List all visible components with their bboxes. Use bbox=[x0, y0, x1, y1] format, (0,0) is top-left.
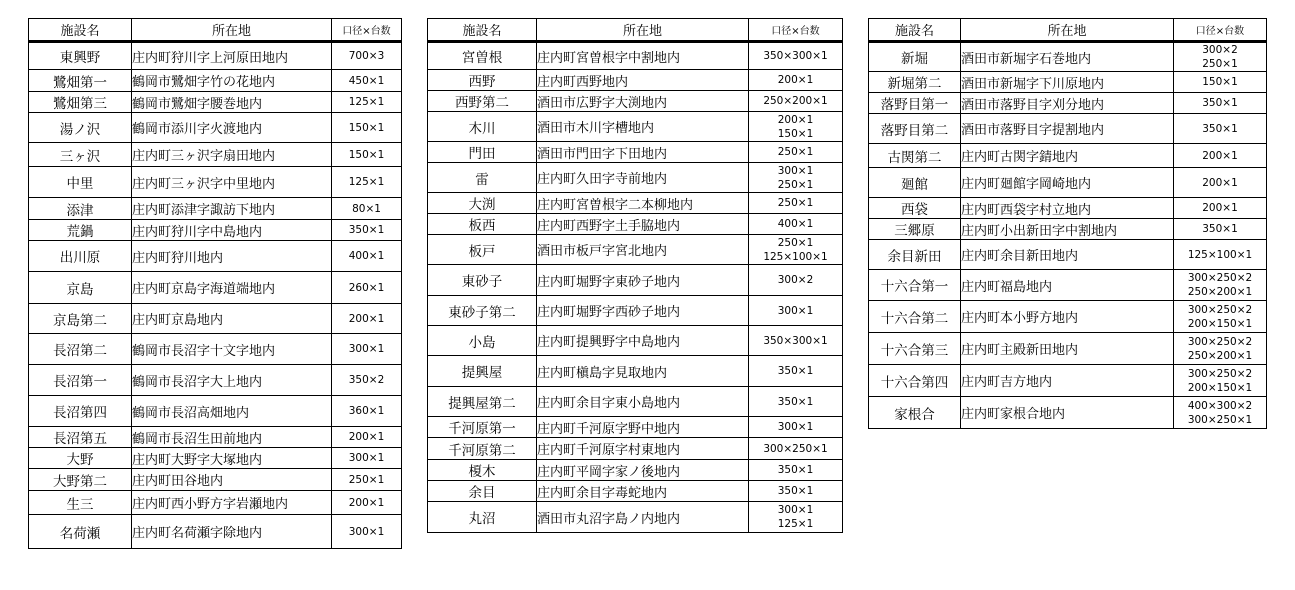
size-line: 300×2 bbox=[1202, 44, 1238, 56]
size-line: 250×1 bbox=[777, 146, 814, 158]
table-row bbox=[869, 168, 1267, 198]
size-line: 200×1 bbox=[777, 74, 814, 86]
facility-name-cell: 京島第二 bbox=[29, 304, 132, 334]
location-cell: 庄内町小出新田字中割地内 bbox=[961, 219, 1174, 240]
size-cell bbox=[1174, 42, 1267, 72]
location-cell: 鶴岡市長沼字十文字地内 bbox=[132, 334, 332, 365]
facility-name-cell: 十六合第三 bbox=[869, 333, 961, 365]
table-row bbox=[29, 272, 402, 304]
facility-name-cell: 京島 bbox=[29, 272, 132, 304]
size-cell bbox=[332, 448, 402, 469]
location-cell: 庄内町家根合地内 bbox=[961, 397, 1174, 429]
table-row bbox=[869, 42, 1267, 72]
size-cell bbox=[332, 396, 402, 427]
size-cell bbox=[332, 334, 402, 365]
size-line: 200×1 bbox=[1202, 176, 1238, 189]
location-cell: 庄内町西袋字村立地内 bbox=[961, 198, 1174, 219]
size-line: 250×1 bbox=[777, 197, 814, 209]
size-line: 300×250×2 bbox=[1187, 272, 1253, 284]
table-row bbox=[428, 214, 843, 235]
header-row bbox=[428, 19, 843, 42]
table-row bbox=[869, 72, 1267, 93]
size-cell bbox=[749, 417, 843, 438]
facility-name-cell: 名荷瀬 bbox=[29, 515, 132, 549]
location-cell: 庄内町添津字諏訪下地内 bbox=[132, 198, 332, 220]
table-row bbox=[428, 163, 843, 193]
size-line: 300×250×1 bbox=[1187, 413, 1253, 426]
table-row bbox=[29, 427, 402, 448]
location-cell: 庄内町宮曽根字中割地内 bbox=[537, 42, 749, 70]
table-row bbox=[29, 469, 402, 491]
location-cell: 庄内町古関字錆地内 bbox=[961, 144, 1174, 168]
size-cell bbox=[332, 143, 402, 167]
size-line: 450×1 bbox=[348, 74, 385, 87]
location-cell: 庄内町福島地内 bbox=[961, 270, 1174, 301]
facility-name-cell: 三ヶ沢 bbox=[29, 143, 132, 167]
size-line: 125×100×1 bbox=[763, 250, 828, 263]
table-row bbox=[869, 397, 1267, 429]
table-row bbox=[29, 515, 402, 549]
table-row bbox=[428, 42, 843, 70]
facility-table-1 bbox=[28, 18, 402, 549]
size-line: 400×1 bbox=[348, 250, 385, 262]
size-line: 350×1 bbox=[777, 464, 814, 476]
facility-name-cell: 荒鍋 bbox=[29, 220, 132, 241]
size-cell bbox=[749, 193, 843, 214]
location-cell: 庄内町余目字毒蛇地内 bbox=[537, 481, 749, 502]
size-line: 250×200×1 bbox=[1187, 349, 1253, 362]
table-row bbox=[29, 304, 402, 334]
facility-name-cell: 提興屋第二 bbox=[428, 387, 537, 417]
location-cell: 庄内町京島地内 bbox=[132, 304, 332, 334]
size-line: 300×1 bbox=[777, 504, 814, 516]
location-cell: 庄内町西野字土手脇地内 bbox=[537, 214, 749, 235]
size-line: 250×1 bbox=[1202, 58, 1238, 70]
table-row bbox=[29, 113, 402, 143]
size-line: 350×1 bbox=[777, 365, 814, 377]
facility-name-cell: 長沼第一 bbox=[29, 365, 132, 396]
table-row bbox=[29, 365, 402, 396]
facility-name-cell: 提興屋 bbox=[428, 356, 537, 387]
table-row bbox=[869, 198, 1267, 219]
size-line: 300×1 bbox=[348, 452, 385, 464]
size-cell bbox=[332, 220, 402, 241]
size-cell bbox=[332, 113, 402, 143]
header-location: 所在地 bbox=[132, 19, 332, 42]
facility-name-cell: 中里 bbox=[29, 167, 132, 198]
size-line: 300×1 bbox=[348, 525, 385, 538]
size-line: 300×1 bbox=[777, 304, 814, 317]
facility-name-cell: 落野目第二 bbox=[869, 114, 961, 144]
size-cell bbox=[1174, 114, 1267, 144]
size-line: 300×250×1 bbox=[763, 442, 828, 455]
location-cell: 酒田市新堀字石巻地内 bbox=[961, 42, 1174, 72]
table-row bbox=[428, 70, 843, 91]
facility-name-cell: 十六合第二 bbox=[869, 301, 961, 333]
location-cell: 庄内町廻館字岡崎地内 bbox=[961, 168, 1174, 198]
table-row bbox=[428, 142, 843, 163]
table-row bbox=[428, 417, 843, 438]
facility-name-cell: 余目 bbox=[428, 481, 537, 502]
facility-table-3 bbox=[868, 18, 1267, 429]
facility-name-cell: 西野 bbox=[428, 70, 537, 91]
size-cell bbox=[749, 142, 843, 163]
size-line: 200×1 bbox=[777, 113, 814, 126]
table-row bbox=[428, 387, 843, 417]
size-cell bbox=[332, 304, 402, 334]
size-cell bbox=[749, 296, 843, 326]
facility-name-cell: 家根合 bbox=[869, 397, 961, 429]
size-cell bbox=[749, 112, 843, 142]
location-cell: 庄内町狩川字中島地内 bbox=[132, 220, 332, 241]
size-cell bbox=[332, 198, 402, 220]
location-cell: 酒田市板戸字宮北地内 bbox=[537, 235, 749, 265]
size-line: 125×1 bbox=[348, 176, 385, 188]
size-cell bbox=[1174, 240, 1267, 270]
location-cell: 庄内町千河原字村東地内 bbox=[537, 438, 749, 460]
size-cell bbox=[749, 438, 843, 460]
facility-name-cell: 古関第二 bbox=[869, 144, 961, 168]
table-row bbox=[29, 241, 402, 272]
location-cell: 庄内町槇島字見取地内 bbox=[537, 356, 749, 387]
table-row bbox=[428, 296, 843, 326]
size-line: 260×1 bbox=[348, 281, 385, 294]
location-cell: 酒田市広野字大渕地内 bbox=[537, 91, 749, 112]
header-location: 所在地 bbox=[537, 19, 749, 42]
facility-name-cell: 門田 bbox=[428, 142, 537, 163]
table-row bbox=[29, 92, 402, 113]
table-row bbox=[29, 334, 402, 365]
size-cell bbox=[332, 167, 402, 198]
location-cell: 酒田市落野目字刈分地内 bbox=[961, 93, 1174, 114]
table-row bbox=[869, 219, 1267, 240]
size-cell bbox=[749, 460, 843, 481]
table-row bbox=[869, 93, 1267, 114]
size-line: 350×300×1 bbox=[763, 50, 828, 62]
size-line: 200×1 bbox=[1202, 149, 1238, 162]
facility-name-cell: 西袋 bbox=[869, 198, 961, 219]
table-row bbox=[29, 396, 402, 427]
size-line: 350×1 bbox=[1202, 223, 1238, 235]
size-line: 80×1 bbox=[352, 202, 381, 215]
size-line: 350×1 bbox=[1202, 97, 1238, 109]
table-row bbox=[428, 356, 843, 387]
facility-name-cell: 千河原第一 bbox=[428, 417, 537, 438]
size-line: 200×1 bbox=[348, 431, 385, 443]
size-line: 700×3 bbox=[348, 50, 385, 62]
table-row bbox=[428, 481, 843, 502]
facility-name-cell: 東砂子第二 bbox=[428, 296, 537, 326]
header-facility-name: 施設名 bbox=[428, 19, 537, 42]
facility-name-cell: 西野第二 bbox=[428, 91, 537, 112]
facility-name-cell: 十六合第四 bbox=[869, 365, 961, 397]
table-row bbox=[869, 240, 1267, 270]
size-cell bbox=[1174, 219, 1267, 240]
location-cell: 庄内町西小野方字岩瀬地内 bbox=[132, 491, 332, 515]
table-row bbox=[869, 365, 1267, 397]
size-line: 300×1 bbox=[348, 343, 385, 355]
facility-name-cell: 鷺畑第三 bbox=[29, 92, 132, 113]
location-cell: 庄内町宮曽根字二本柳地内 bbox=[537, 193, 749, 214]
size-cell bbox=[749, 214, 843, 235]
location-cell: 庄内町京島字海道端地内 bbox=[132, 272, 332, 304]
size-cell bbox=[332, 70, 402, 92]
size-cell bbox=[749, 387, 843, 417]
table-row bbox=[428, 265, 843, 296]
table-row bbox=[428, 235, 843, 265]
size-cell bbox=[749, 502, 843, 533]
location-cell: 庄内町大野字大塚地内 bbox=[132, 448, 332, 469]
table-row bbox=[29, 70, 402, 92]
table-row bbox=[869, 144, 1267, 168]
size-line: 150×1 bbox=[348, 121, 385, 134]
facility-name-cell: 長沼第四 bbox=[29, 396, 132, 427]
location-cell: 庄内町余目字東小島地内 bbox=[537, 387, 749, 417]
table-row bbox=[428, 502, 843, 533]
location-cell: 庄内町本小野方地内 bbox=[961, 301, 1174, 333]
size-cell bbox=[1174, 168, 1267, 198]
size-cell bbox=[1174, 93, 1267, 114]
facility-name-cell: 大渕 bbox=[428, 193, 537, 214]
size-line: 125×100×1 bbox=[1187, 248, 1253, 261]
facility-name-cell: 落野目第一 bbox=[869, 93, 961, 114]
location-cell: 庄内町千河原字野中地内 bbox=[537, 417, 749, 438]
facility-name-cell: 十六合第一 bbox=[869, 270, 961, 301]
table-row bbox=[428, 193, 843, 214]
facility-table-2 bbox=[427, 18, 843, 533]
location-cell: 庄内町吉方地内 bbox=[961, 365, 1174, 397]
facility-name-cell: 小島 bbox=[428, 326, 537, 356]
facility-name-cell: 長沼第五 bbox=[29, 427, 132, 448]
facility-name-cell: 廻館 bbox=[869, 168, 961, 198]
size-cell bbox=[749, 326, 843, 356]
size-cell bbox=[1174, 301, 1267, 333]
location-cell: 庄内町堀野字西砂子地内 bbox=[537, 296, 749, 326]
location-cell: 鶴岡市添川字火渡地内 bbox=[132, 113, 332, 143]
location-cell: 庄内町三ヶ沢字中里地内 bbox=[132, 167, 332, 198]
size-cell bbox=[1174, 198, 1267, 219]
location-cell: 酒田市木川字槽地内 bbox=[537, 112, 749, 142]
facility-name-cell: 丸沼 bbox=[428, 502, 537, 533]
size-cell bbox=[332, 272, 402, 304]
table-row bbox=[428, 112, 843, 142]
facility-name-cell: 余目新田 bbox=[869, 240, 961, 270]
size-cell bbox=[1174, 333, 1267, 365]
table-row bbox=[428, 460, 843, 481]
header-location: 所在地 bbox=[961, 19, 1174, 42]
size-cell bbox=[332, 491, 402, 515]
size-line: 200×150×1 bbox=[1187, 381, 1253, 394]
size-line: 300×1 bbox=[777, 421, 814, 433]
facility-name-cell: 宮曽根 bbox=[428, 42, 537, 70]
size-cell bbox=[332, 469, 402, 491]
location-cell: 庄内町主殿新田地内 bbox=[961, 333, 1174, 365]
header-size: 口径×台数 bbox=[332, 19, 402, 42]
size-cell bbox=[749, 481, 843, 502]
size-line: 360×1 bbox=[348, 405, 385, 417]
size-cell bbox=[749, 70, 843, 91]
size-line: 300×250×2 bbox=[1187, 303, 1253, 316]
size-line: 250×1 bbox=[348, 473, 385, 486]
header-row bbox=[869, 19, 1267, 42]
location-cell: 庄内町久田字寺前地内 bbox=[537, 163, 749, 193]
size-line: 350×2 bbox=[348, 374, 385, 386]
size-line: 250×200×1 bbox=[763, 95, 828, 107]
facility-name-cell: 三郷原 bbox=[869, 219, 961, 240]
location-cell: 鶴岡市長沼字大上地内 bbox=[132, 365, 332, 396]
size-line: 400×1 bbox=[777, 218, 814, 230]
size-line: 350×1 bbox=[777, 485, 814, 497]
table-row bbox=[29, 448, 402, 469]
size-line: 400×300×2 bbox=[1187, 399, 1253, 412]
size-line: 250×200×1 bbox=[1187, 286, 1253, 298]
location-cell: 庄内町狩川字上河原田地内 bbox=[132, 42, 332, 70]
facility-name-cell: 板戸 bbox=[428, 235, 537, 265]
size-line: 350×300×1 bbox=[763, 334, 828, 347]
size-line: 350×1 bbox=[348, 224, 385, 236]
header-size: 口径×台数 bbox=[1174, 19, 1267, 42]
location-cell: 庄内町西野地内 bbox=[537, 70, 749, 91]
location-cell: 庄内町田谷地内 bbox=[132, 469, 332, 491]
size-cell bbox=[332, 365, 402, 396]
size-cell bbox=[1174, 144, 1267, 168]
size-line: 300×2 bbox=[777, 274, 814, 286]
location-cell: 庄内町提興野字中島地内 bbox=[537, 326, 749, 356]
size-cell bbox=[749, 265, 843, 296]
table-row bbox=[869, 333, 1267, 365]
facility-name-cell: 出川原 bbox=[29, 241, 132, 272]
table-row bbox=[29, 143, 402, 167]
table-row bbox=[869, 270, 1267, 301]
location-cell: 鶴岡市鷺畑字腰巻地内 bbox=[132, 92, 332, 113]
size-line: 125×1 bbox=[348, 96, 385, 108]
size-line: 350×1 bbox=[1202, 122, 1238, 135]
size-line: 300×250×2 bbox=[1187, 335, 1253, 348]
location-cell: 庄内町余目新田地内 bbox=[961, 240, 1174, 270]
location-cell: 酒田市門田字下田地内 bbox=[537, 142, 749, 163]
table-row bbox=[428, 438, 843, 460]
facility-name-cell: 千河原第二 bbox=[428, 438, 537, 460]
facility-name-cell: 東砂子 bbox=[428, 265, 537, 296]
size-cell bbox=[332, 92, 402, 113]
location-cell: 鶴岡市鷺畑字竹の花地内 bbox=[132, 70, 332, 92]
size-line: 200×1 bbox=[1202, 202, 1238, 214]
location-cell: 庄内町名荷瀬字除地内 bbox=[132, 515, 332, 549]
size-cell bbox=[749, 42, 843, 70]
size-line: 250×1 bbox=[777, 178, 814, 191]
location-cell: 庄内町堀野字東砂子地内 bbox=[537, 265, 749, 296]
size-cell bbox=[332, 515, 402, 549]
location-cell: 酒田市落野目字提割地内 bbox=[961, 114, 1174, 144]
table-row bbox=[29, 167, 402, 198]
facility-name-cell: 新堀第二 bbox=[869, 72, 961, 93]
size-cell bbox=[332, 427, 402, 448]
size-line: 150×1 bbox=[348, 148, 385, 161]
location-cell: 酒田市新堀字下川原地内 bbox=[961, 72, 1174, 93]
facility-name-cell: 大野 bbox=[29, 448, 132, 469]
table-row bbox=[29, 198, 402, 220]
table-row bbox=[869, 301, 1267, 333]
size-cell bbox=[1174, 270, 1267, 301]
size-line: 150×1 bbox=[777, 127, 814, 140]
size-cell bbox=[749, 163, 843, 193]
facility-name-cell: 大野第二 bbox=[29, 469, 132, 491]
size-cell bbox=[749, 91, 843, 112]
size-line: 300×250×2 bbox=[1187, 367, 1253, 380]
facility-name-cell: 東興野 bbox=[29, 42, 132, 70]
size-line: 200×1 bbox=[348, 496, 385, 509]
size-line: 350×1 bbox=[777, 395, 814, 408]
header-row bbox=[29, 19, 402, 42]
facility-name-cell: 添津 bbox=[29, 198, 132, 220]
facility-name-cell: 木川 bbox=[428, 112, 537, 142]
table-row bbox=[428, 326, 843, 356]
facility-name-cell: 湯ノ沢 bbox=[29, 113, 132, 143]
size-cell bbox=[749, 235, 843, 265]
table-row bbox=[29, 220, 402, 241]
size-line: 250×1 bbox=[777, 236, 814, 249]
facility-name-cell: 長沼第二 bbox=[29, 334, 132, 365]
size-line: 300×1 bbox=[777, 164, 814, 177]
table-row bbox=[869, 114, 1267, 144]
table-row bbox=[29, 491, 402, 515]
facility-name-cell: 雷 bbox=[428, 163, 537, 193]
size-line: 125×1 bbox=[777, 518, 814, 530]
header-facility-name: 施設名 bbox=[29, 19, 132, 42]
header-size: 口径×台数 bbox=[749, 19, 843, 42]
facility-name-cell: 生三 bbox=[29, 491, 132, 515]
location-cell: 庄内町平岡字家ノ後地内 bbox=[537, 460, 749, 481]
header-facility-name: 施設名 bbox=[869, 19, 961, 42]
location-cell: 酒田市丸沼字島ノ内地内 bbox=[537, 502, 749, 533]
size-cell bbox=[332, 42, 402, 70]
size-cell bbox=[332, 241, 402, 272]
table-row bbox=[428, 91, 843, 112]
location-cell: 鶴岡市長沼高畑地内 bbox=[132, 396, 332, 427]
size-line: 200×1 bbox=[348, 312, 385, 325]
size-line: 150×1 bbox=[1202, 76, 1238, 88]
location-cell: 鶴岡市長沼生田前地内 bbox=[132, 427, 332, 448]
facility-name-cell: 榎木 bbox=[428, 460, 537, 481]
table-row bbox=[29, 42, 402, 70]
facility-name-cell: 板西 bbox=[428, 214, 537, 235]
size-cell bbox=[749, 356, 843, 387]
size-cell bbox=[1174, 365, 1267, 397]
location-cell: 庄内町三ヶ沢字扇田地内 bbox=[132, 143, 332, 167]
size-cell bbox=[1174, 72, 1267, 93]
facility-name-cell: 新堀 bbox=[869, 42, 961, 72]
location-cell: 庄内町狩川地内 bbox=[132, 241, 332, 272]
size-cell bbox=[1174, 397, 1267, 429]
facility-name-cell: 鷺畑第一 bbox=[29, 70, 132, 92]
size-line: 200×150×1 bbox=[1187, 317, 1253, 330]
